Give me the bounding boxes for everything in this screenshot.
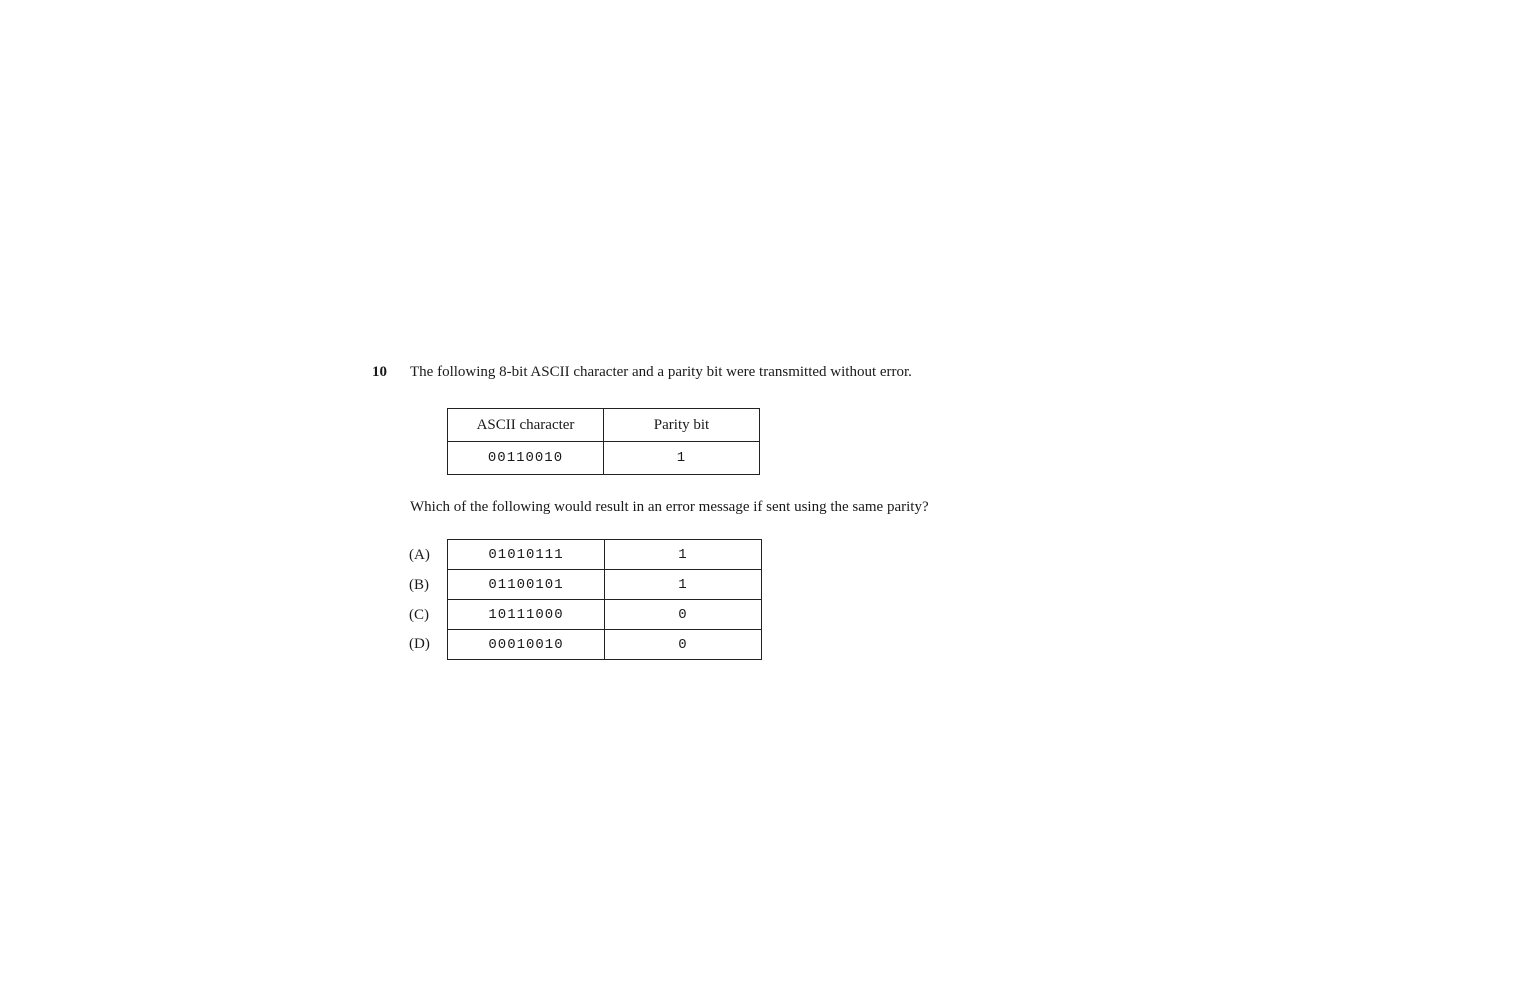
parity-bit-header: Parity bit [604, 409, 760, 442]
question-stem: The following 8-bit ASCII character and a parity bit were transmitted without error. [410, 364, 912, 380]
given-transmission-table [447, 408, 760, 475]
option-c-label: (C) [409, 607, 429, 623]
option-row-a [448, 540, 762, 570]
option-c-ascii: 10111000 [448, 600, 605, 630]
option-d-ascii: 00010010 [448, 630, 605, 660]
option-d-label: (D) [409, 636, 430, 652]
option-b-parity: 1 [605, 570, 762, 600]
option-row-c [448, 600, 762, 630]
question-prompt: Which of the following would result in an error message if sent using the same parity? [410, 499, 929, 515]
option-b-ascii: 01100101 [448, 570, 605, 600]
option-b-label: (B) [409, 577, 429, 593]
option-c-parity: 0 [605, 600, 762, 630]
question-number: 10 [372, 364, 387, 380]
option-row-d [448, 630, 762, 660]
table-row [448, 442, 760, 475]
ascii-character-header: ASCII character [448, 409, 604, 442]
given-parity-value: 1 [604, 442, 760, 475]
given-ascii-value: 00110010 [448, 442, 604, 475]
table-header-row [448, 409, 760, 442]
options-table [447, 539, 762, 660]
option-row-b [448, 570, 762, 600]
option-a-ascii: 01010111 [448, 540, 605, 570]
option-a-label: (A) [409, 547, 430, 563]
option-a-parity: 1 [605, 540, 762, 570]
option-d-parity: 0 [605, 630, 762, 660]
